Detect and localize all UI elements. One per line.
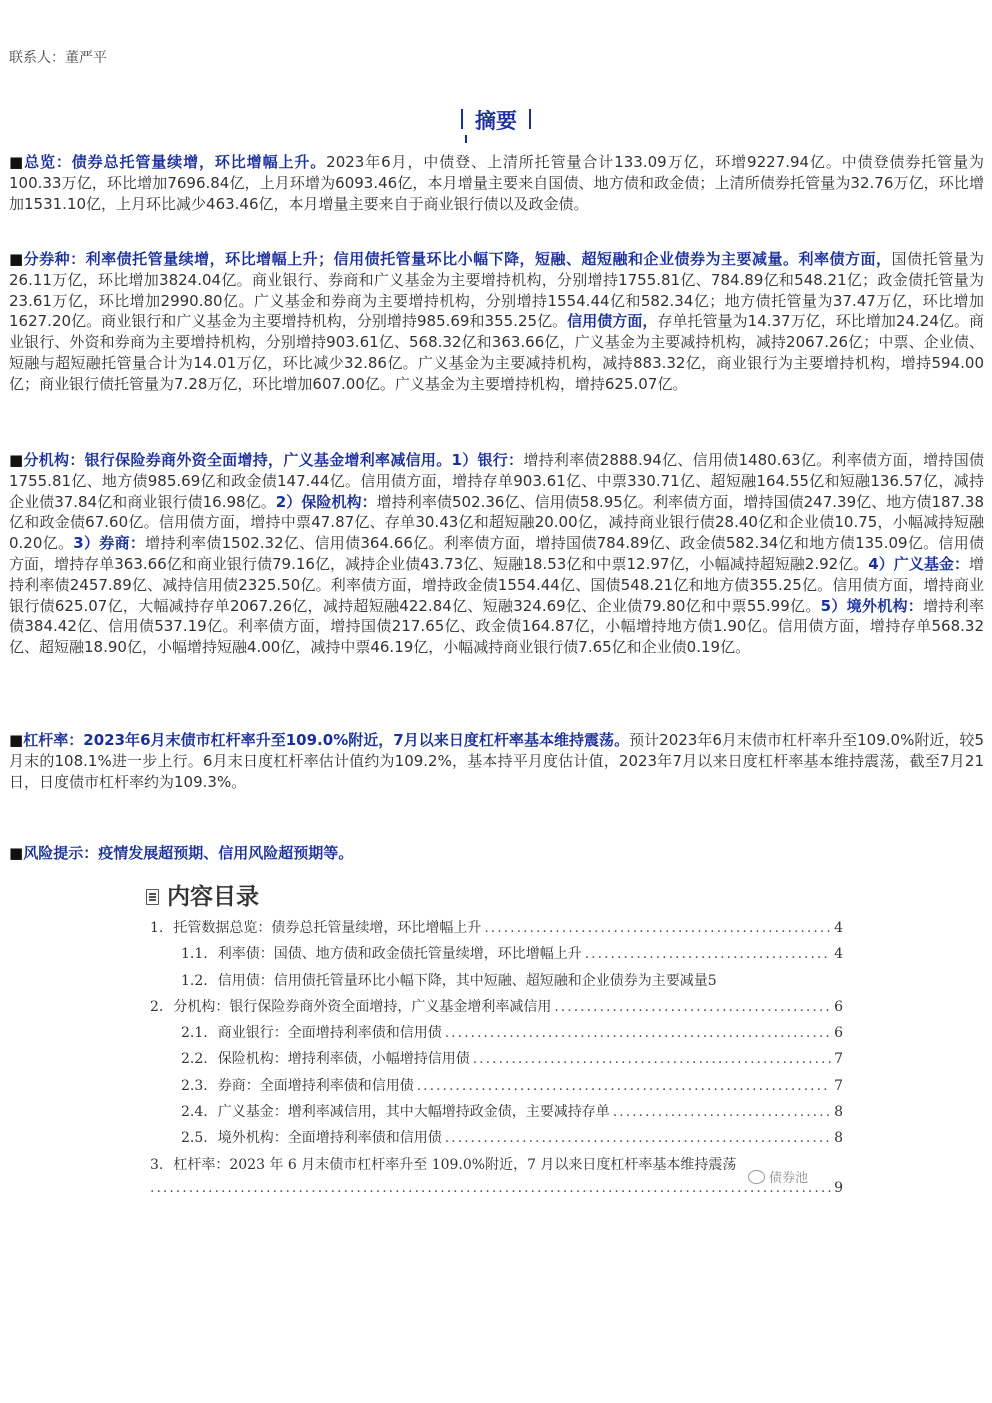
toc-entry-text: 信用债：信用债托管量环比小幅下降，其中短融、超短融和企业债券为主要减量 — [217, 972, 708, 989]
toc-entry-page: 6 — [834, 1025, 843, 1042]
risk-lead: 风险提示：疫情发展超预期、信用风险超预期等。 — [23, 844, 354, 862]
overview-body: 2023年6月，中债登、上清所托管量合计133.09万亿，环增9227.94亿。中债登债券托管量为100.33万亿，环比增加7696.84亿，上月环增为6093.46亿，本月增量主要来自国债、地方债和政金债；上清所债券托管量为32.76万亿，环比增加1531.10亿，上月环比减少463.46亿，本月增量主要来自于商业银行债以及政金债。 — [9, 153, 984, 213]
paragraph-risk — [9, 843, 984, 864]
toc-leader-dots — [150, 1180, 831, 1196]
paragraph-by-institution — [9, 450, 984, 658]
toc-entry-page: 7 — [834, 1077, 843, 1094]
contact-line: 联系人：董严平 — [9, 50, 107, 66]
toc-leader-dots — [484, 920, 831, 936]
toc-entry-page: 6 — [834, 998, 843, 1015]
toc-entry-text: 利率债：国债、地方债和政金债托管量续增，环比增幅上升 — [217, 946, 582, 963]
foreign-body: 增持利率债384.42亿、信用债537.19亿。利率债方面，增持国债217.65亿、政金债164.87亿，小幅增持地方债1.90亿。信用债方面，增持存单568.32亿、超短融18.90亿，小幅增持短融4.00亿，减持中票46.19亿，小幅减持商业银行债7.65亿和企业债0.19亿。 — [9, 596, 984, 657]
title-right-bar — [529, 109, 531, 129]
toc-title — [146, 878, 259, 911]
toc-entry-text: 杠杆率：2023 年 6 月末债市杠杆率升至 109.0%附近，7 月以来日度杠杆率基本维持震荡 — [173, 1156, 737, 1173]
summary-title — [461, 105, 531, 135]
paragraph-overview — [9, 152, 984, 214]
toc-entry-page: 4 — [834, 920, 843, 936]
toc-entry-text: 境外机构：全面增持利率债和信用债 — [217, 1130, 442, 1147]
bullet: ■ — [9, 731, 24, 749]
insurance-heading: 2）保险机构： — [275, 492, 377, 511]
watermark-text: 债券池 — [769, 1171, 809, 1186]
toc-entry[interactable] — [150, 970, 843, 996]
broad-fund-body: 增持利率债2457.89亿、减持信用债2325.50亿。利率债方面，增持政金债1554.44亿、国债548.21亿和地方债355.25亿。信用债方面，增持商业银行债625.07亿，大幅减持存单2067.26亿，减持超短融422.84亿、短融324.69亿、企业债79.80亿和中票55.99亿。 — [9, 554, 984, 615]
summary-header — [0, 105, 992, 135]
toc-entry-page: 8 — [834, 1130, 843, 1147]
leverage-body: 预计2023年6月末债市杠杆率升至109.0%附近，较5月末的108.1%进一步上行。6月末日度杠杆率估计值约为109.2%，基本持平月度估计值，2023年7月以来日度杠杆率基本维持震荡，截至7月21日，日度债市杠杆率约为109.3%。 — [9, 731, 984, 791]
toc-entry[interactable] — [150, 943, 843, 969]
toc-leader-dots — [613, 1104, 831, 1120]
toc-entry-number: 2. — [150, 998, 164, 1015]
watermark — [748, 1167, 808, 1186]
broker-body: 增持利率债1502.32亿、信用债364.66亿。利率债方面，增持国债784.89亿、政金债582.34亿和地方债135.09亿。信用债方面，增持存单363.66亿和商业银行债79.16亿，减持企业债43.73亿、短融18.53亿和中票12.97亿，小幅减持超短融2.92亿。 — [9, 534, 985, 573]
toc-entry-number: 2.3. — [181, 1077, 208, 1094]
toc-entry-text: 商业银行：全面增持利率债和信用债 — [217, 1025, 442, 1042]
toc-entry[interactable] — [150, 917, 843, 943]
toc-entry-text: 保险机构：增持利率债，小幅增持信用债 — [217, 1051, 470, 1068]
toc-leader-dots — [445, 1025, 831, 1041]
bank-body: 增持利率债2888.94亿、信用债1480.63亿。利率债方面，增持国债1755.81亿、地方债985.69亿和政金债147.44亿。信用债方面，增持存单903.61亿、中票330.71亿、超短融164.55亿和短融136.57亿，减持企业债37.84亿和商业银行债16.98亿。 — [9, 451, 984, 511]
toc-entry-page: 5 — [707, 972, 717, 989]
toc-entry[interactable] — [150, 1127, 843, 1153]
toc-entry-number: 2.2. — [181, 1051, 208, 1068]
broker-heading: 3）券商： — [73, 534, 146, 553]
insurance-body: 增持利率债502.36亿、信用债58.95亿。利率债方面，增持国债247.39亿、地方债187.38亿和政金债67.60亿。信用债方面，增持中票47.87亿、存单30.43亿和超短融20.00亿，减持商业银行债28.40亿和企业债10.75，小幅减持短融0.20亿。 — [9, 492, 984, 553]
overview-lead: 总览：债券总托管量续增，环比增幅上升。 — [24, 153, 327, 171]
toc-entry-text: 分机构：银行保险券商外资全面增持，广义基金增利率减信用 — [173, 998, 552, 1015]
summary-title-text: 摘要 — [475, 109, 517, 133]
toc-entry-page: 7 — [834, 1051, 843, 1068]
title-left-bar — [461, 109, 463, 129]
toc-entry[interactable] — [150, 1048, 843, 1074]
wechat-icon — [748, 1170, 765, 1184]
toc-entry-number: 2.5. — [181, 1130, 208, 1147]
toc-entry-continuation[interactable] — [150, 1180, 843, 1206]
toc-entry[interactable] — [150, 1075, 843, 1101]
toc-entry[interactable] — [150, 1154, 843, 1180]
broad-fund-heading: 4）广义基金： — [868, 554, 969, 573]
toc-leader-dots — [554, 999, 831, 1015]
bullet: ■ — [9, 250, 24, 268]
toc-entry-text: 广义基金：增利率减信用，其中大幅增持政金债，主要减持存单 — [217, 1104, 610, 1121]
toc-leader-dots — [417, 1078, 831, 1094]
title-tick — [465, 135, 467, 143]
paragraph-by-bond-type — [9, 249, 984, 395]
toc-entry[interactable] — [150, 1101, 843, 1127]
toc-entry[interactable] — [150, 996, 843, 1022]
toc-leader-dots — [445, 1130, 831, 1146]
toc-entry-number: 3. — [150, 1156, 164, 1173]
toc-leader-dots — [585, 946, 831, 962]
bullet: ■ — [9, 153, 25, 171]
toc-entry-page: 4 — [834, 946, 843, 963]
foreign-heading: 5）境外机构： — [820, 596, 924, 615]
credit-bond-heading: 信用债方面， — [567, 312, 658, 331]
bullet: ■ — [9, 451, 24, 469]
toc-entry-text: 券商：全面增持利率债和信用债 — [217, 1077, 414, 1094]
bond-type-lead: 分券种：利率债托管量续增，环比增幅上升；信用债托管量环比小幅下降，短融、超短融和企业债券为主要减量。利率债方面， — [23, 250, 892, 268]
table-of-contents — [150, 917, 843, 1206]
toc-entry-page: 8 — [834, 1104, 843, 1121]
toc-title-text: 内容目录 — [167, 884, 259, 910]
bond-type-body-2: 存单托管量为14.37万亿，环比增加24.24亿。商业银行、外资和券商为主要增持机构，分别增持903.61亿、568.32亿和363.66亿，广义基金为主要减持机构，减持2067.26亿；中票、企业债、短融与超短融托管量合计为14.01万亿，环比减少32.86亿。广义基金为主要减持机构，减持883.32亿，商业银行为主要增持机构，增持594.00亿；商业银行债托管量为7.28万亿，环比增加607.00亿。广义基金为主要增持机构，增持625.07亿。 — [9, 312, 984, 393]
toc-entry-number: 1.2. — [181, 972, 208, 989]
leverage-lead: 杠杆率：2023年6月末债市杠杆率升至109.0%附近，7月以来日度杠杆率基本维持震荡。 — [23, 731, 630, 749]
toc-entry-number: 2.4. — [181, 1104, 208, 1121]
toc-entry-page: 9 — [834, 1179, 843, 1196]
toc-leader-dots — [473, 1051, 831, 1067]
bullet: ■ — [9, 844, 24, 862]
toc-entry-text: 托管数据总览：债券总托管量续增，环比增幅上升 — [173, 920, 482, 936]
toc-entry-number: 2.1. — [181, 1025, 208, 1042]
bond-type-body-1: 国债托管量为26.11万亿，环比增加3824.04亿。商业银行、券商和广义基金为主要增持机构，分别增持1755.81亿、784.89亿和548.21亿；政金债托管量为23.61万亿，环比增加2990.80亿。广义基金和券商为主要增持机构，分别增持1554.44亿和582.34亿；地方债托管量为37.47万亿，环比增加1627.20亿。商业银行和广义基金为主要增持机构，分别增持985.69和355.25亿。 — [9, 250, 984, 331]
paragraph-leverage — [9, 730, 984, 792]
toc-entry-number: 1.1. — [181, 946, 208, 963]
toc-entry[interactable] — [150, 1022, 843, 1048]
institution-lead: 分机构：银行保险券商外资全面增持，广义基金增利率减信用。1）银行： — [23, 451, 524, 469]
document-list-icon — [146, 889, 159, 905]
toc-entry-number: 1. — [150, 920, 164, 936]
